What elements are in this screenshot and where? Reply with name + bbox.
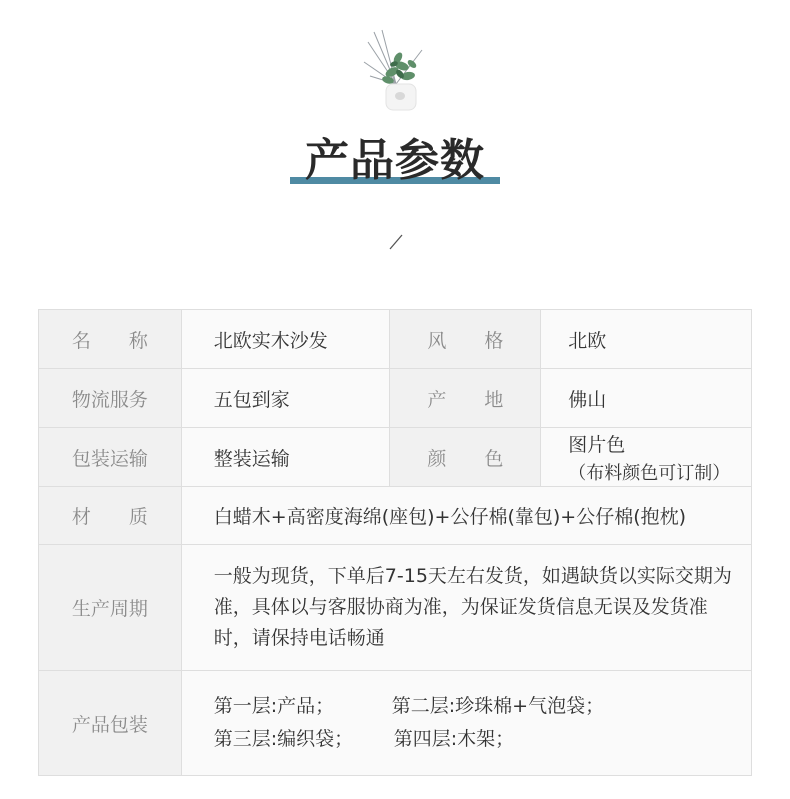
- table-row: [39, 310, 752, 369]
- origin-value: 佛山: [541, 369, 752, 428]
- slash-divider-icon: [388, 233, 404, 251]
- color-note: （布料颜色可订制）: [568, 462, 731, 484]
- package-cell: [181, 671, 751, 776]
- page-title: 产品参数: [305, 135, 485, 186]
- table-row: [39, 487, 752, 545]
- cycle-value: 一般为现货，下单后7-15天左右发货，如遇缺货以实际交期为准，具体以与客服协商为准，为保证发货信息无误及发货准时，请保持电话畅通: [181, 545, 751, 671]
- color-cell: [541, 428, 752, 487]
- material-value: 白蜡木+高密度海绵(座包)+公仔棉(靠包)+公仔棉(抱枕): [181, 487, 751, 545]
- name-label: 名 称: [39, 310, 182, 369]
- name-value: 北欧实木沙发: [181, 310, 390, 369]
- package-layer4: 第四层:木架；: [393, 728, 515, 750]
- logistics-label: 物流服务: [39, 369, 182, 428]
- package-layer3: 第三层:编织袋；: [213, 728, 354, 750]
- color-value: 图片色: [568, 433, 626, 456]
- cycle-label: 生产周期: [39, 545, 182, 671]
- product-params-table: [38, 309, 752, 776]
- packing-value: 整装运输: [181, 428, 390, 487]
- package-label: 产品包装: [39, 671, 182, 776]
- title-section: [0, 132, 790, 192]
- material-label: 材 质: [39, 487, 182, 545]
- plant-in-vase-icon: [362, 28, 430, 112]
- origin-label: 产 地: [390, 369, 541, 428]
- color-label: 颜 色: [390, 428, 541, 487]
- style-label: 风 格: [390, 310, 541, 369]
- logistics-value: 五包到家: [181, 369, 390, 428]
- table-row: [39, 671, 752, 776]
- packing-label: 包装运输: [39, 428, 182, 487]
- package-layer2: 第二层:珍珠棉+气泡袋；: [391, 695, 605, 717]
- table-row: [39, 428, 752, 487]
- package-layer1: 第一层:产品；: [213, 695, 335, 717]
- style-value: 北欧: [541, 310, 752, 369]
- table-row: [39, 545, 752, 671]
- table-row: [39, 369, 752, 428]
